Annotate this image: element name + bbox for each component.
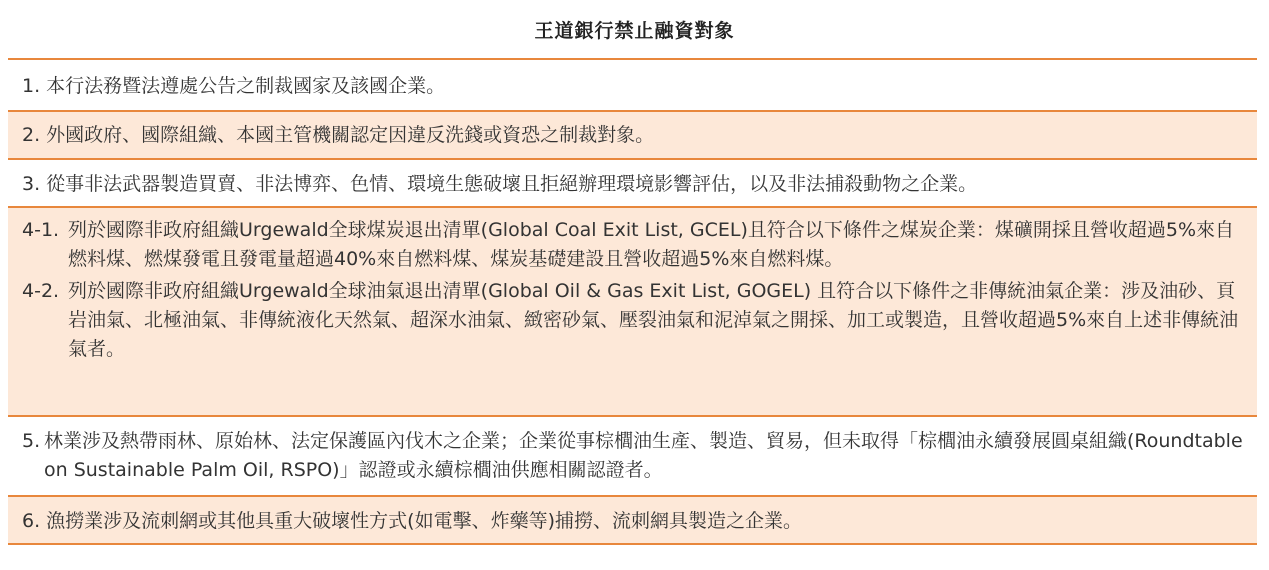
- list-item: [22, 427, 1243, 485]
- item-number: 1.: [22, 75, 47, 97]
- prohibited-financing-table: [8, 58, 1257, 545]
- item-text: 漁撈業涉及流刺網或其他具重大破壞性方式(如電擊、炸藥等)捕撈、流刺網具製造之企業。: [46, 510, 802, 532]
- table-row: [8, 112, 1257, 160]
- list-item: [22, 170, 1243, 199]
- item-text: 外國政府、國際組織、本國主管機關認定因違反洗錢或資恐之制裁對象。: [46, 124, 655, 146]
- item-text: 本行法務暨法遵處公告之制裁國家及該國企業。: [46, 75, 446, 97]
- list-item: [22, 121, 1243, 150]
- item-number: 4-2.: [22, 280, 60, 302]
- item-number: 3.: [22, 173, 47, 195]
- item-number: 2.: [22, 124, 47, 146]
- list-item: [22, 277, 1243, 364]
- item-text: 從事非法武器製造買賣、非法博弈、色情、環境生態破壞且拒絕辦理環境影響評估，以及非法捕殺動物之企業。: [46, 173, 978, 195]
- list-item: [22, 216, 1243, 274]
- table-row: [8, 60, 1257, 112]
- table-row: [8, 160, 1257, 208]
- table-row: [8, 497, 1257, 545]
- table-row: [8, 208, 1257, 417]
- item-number: 4-1.: [22, 219, 60, 241]
- page-title: 王道銀行禁止融資對象: [534, 20, 735, 42]
- table-row: [8, 417, 1257, 497]
- item-text: 列於國際非政府組織Urgewald全球油氣退出清單(Global Oil & Gas Exit List, GOGEL) 且符合以下條件之非傳統油氣企業：涉及油砂、頁岩油氣、北極油氣、非傳統液化天然氣、超深水油氣、緻密砂氣、壓裂油氣和泥淖氣之開採、加工或製造，且營收超過5%來自上述非傳統油氣者。: [68, 280, 1239, 360]
- item-text: 林業涉及熱帶雨林、原始林、法定保護區內伐木之企業；企業從事棕櫚油生產、製造、貿易，但未取得「棕櫚油永續發展圓桌組織(Roundtable on Sustainable Palm Oil, RSPO)」認證或永續棕櫚油供應相關認證者。: [44, 430, 1243, 481]
- item-text: 列於國際非政府組織Urgewald全球煤炭退出清單(Global Coal Exit List, GCEL)且符合以下條件之煤炭企業：煤礦開採且營收超過5%來自燃料煤、燃煤發電且發電量超過40%來自燃料煤、煤炭基礎建設且營收超過5%來自燃料煤。: [68, 219, 1235, 270]
- item-number: 5.: [22, 430, 41, 452]
- list-item: [22, 72, 1243, 101]
- list-item: [22, 507, 1243, 536]
- item-number: 6.: [22, 510, 47, 532]
